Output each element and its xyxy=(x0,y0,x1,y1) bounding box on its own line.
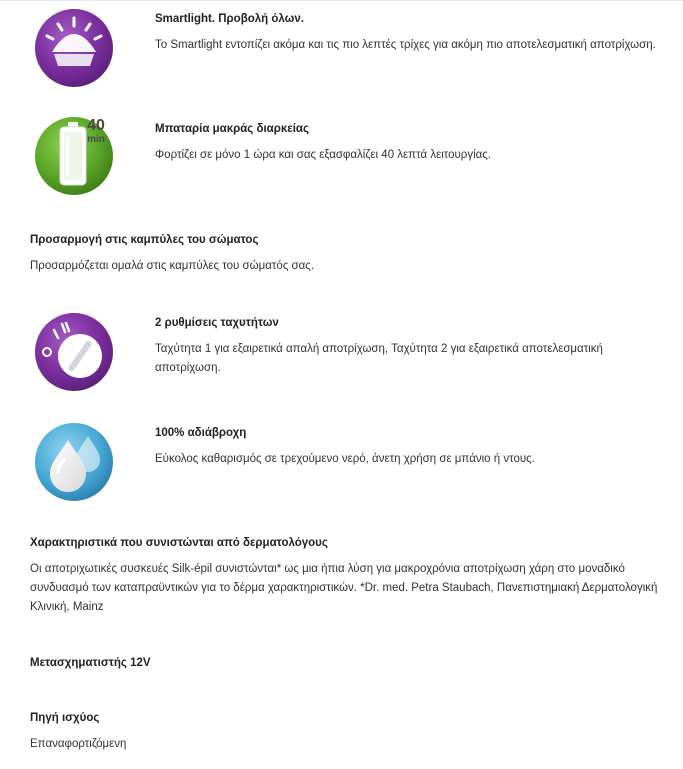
section-body-curves xyxy=(30,233,670,276)
section-title: Προσαρμογή στις καμπύλες του σώματος xyxy=(30,234,259,246)
section-description: Προσαρμόζεται ομαλά στις καμπύλες του σώματός σας. xyxy=(30,260,315,272)
section-transformer xyxy=(30,656,670,670)
battery-badge-number: 40 xyxy=(87,117,105,134)
feature-title: Smartlight. Προβολή όλων. xyxy=(155,13,304,25)
feature-title: 2 ρυθμίσεις ταχυτήτων xyxy=(155,317,279,329)
feature-description: Το Smartlight εντοπίζει ακόμα και τις πιο λεπτές τρίχες για ακόμη πιο αποτελεσματική αποτρίχωση. xyxy=(155,39,656,51)
feature-description: Ταχύτητα 1 για εξαιρετικά απαλή αποτρίχωση, Ταχύτητα 2 για εξαιρετικά αποτελεσματική αποτρίχωση. xyxy=(155,343,603,374)
feature-description: Φορτίζει σε μόνο 1 ώρα και σας εξασφαλίζει 40 λεπτά λειτουργίας. xyxy=(155,149,492,161)
section-power-source xyxy=(30,711,670,754)
section-description: Επαναφορτιζόμενη xyxy=(30,738,127,750)
smartlight-icon xyxy=(34,8,114,88)
battery-icon xyxy=(34,116,114,196)
section-title: Μετασχηματιστής 12V xyxy=(30,657,151,669)
section-dermatologist xyxy=(30,536,670,617)
battery-badge-unit: min xyxy=(87,134,105,145)
feature-title: 100% αδιάβροχη xyxy=(155,427,247,439)
feature-description: Εύκολος καθαρισμός σε τρεχούμενο νερό, άνετη χρήση σε μπάνιο ή ντους. xyxy=(155,453,535,465)
section-description: Οι αποτριχωτικές συσκευές Silk-épil συνιστώνται* ως μια ήπια λύση για μακροχρόνια αποτρίχωση χάρη στο μοναδικό συνδυασμό των καταπραϋντικών για το δέρμα χαρακτηριστικών. *Dr. med. Petra Staubach, Πανεπιστημιακή Δερματολογική Κλινική, Mainz xyxy=(30,563,658,613)
top-divider xyxy=(0,0,683,1)
speed-dial-icon xyxy=(34,312,114,392)
section-title: Χαρακτηριστικά που συνιστώνται από δερματολόγους xyxy=(30,537,328,549)
water-drop-icon xyxy=(34,422,114,502)
feature-title: Μπαταρία μακράς διαρκείας xyxy=(155,123,309,135)
section-title: Πηγή ισχύος xyxy=(30,712,100,724)
